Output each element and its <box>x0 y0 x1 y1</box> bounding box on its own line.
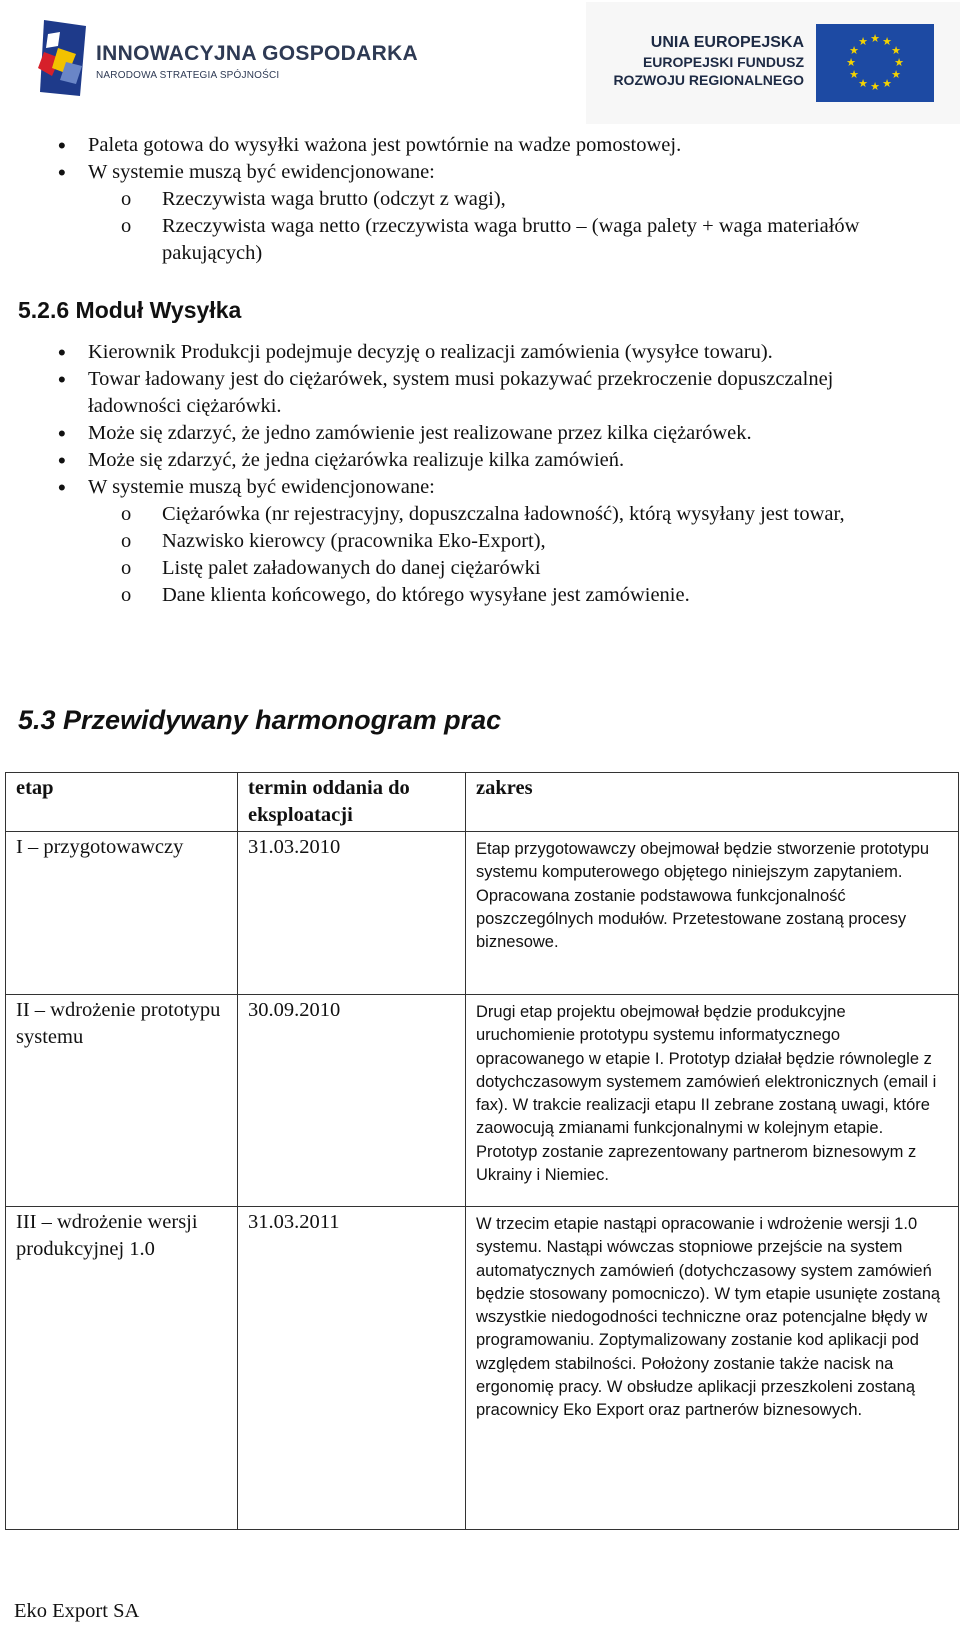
sub-list-item: o Rzeczywista waga netto (rzeczywista waga brutto – (waga palety + waga materiałów pakujących) <box>88 213 920 267</box>
schedule-table <box>5 772 959 1530</box>
list-item <box>0 366 960 420</box>
logo-emblem-icon <box>38 18 94 98</box>
eu-stars-icon <box>816 24 934 102</box>
list-item <box>0 474 960 609</box>
scope-cell: Drugi etap projektu obejmował będzie produkcyjne uruchomienie prototypu systemu informatycznego opracowanego w etapie I. Prototyp działał będzie równolegle z dotychczasowym systemem zamówień elektronicznych (email i fax). W trakcie realizacji etapu II zebrane zostaną uwagi, które zaowocują zmianami funkcjonalnymi w kolejnym etapie. Prototyp zostanie zaprezentowany partnerom biznesowym z Ukrainy i Niemiec. <box>466 995 959 1207</box>
section-53-heading: 5.3 Przewidywany harmonogram prac <box>18 705 502 735</box>
svg-text:★: ★ <box>891 44 901 57</box>
eu-fund-logo <box>586 2 960 124</box>
svg-text:★: ★ <box>891 68 901 81</box>
eu-logo-line1: UNIA EUROPEJSKA <box>650 34 804 51</box>
sub-list <box>88 501 920 609</box>
scope-cell: Etap przygotowawczy obejmował będzie stworzenie prototypu systemu komputerowego objętego niniejszym zapytaniem. Opracowana zostanie podstawowa funkcjonalność poszczególnych modułów. Przetestowane zostaną procesy biznesowe. <box>466 832 959 995</box>
footer-company: Eko Export SA <box>14 1600 140 1622</box>
list-item <box>0 447 960 474</box>
list-item-text: Może się zdarzyć, że jedna ciężarówka realizuje kilka zamówień. <box>88 449 625 471</box>
svg-text:★: ★ <box>870 80 880 93</box>
list-item-text: W systemie muszą być ewidencjonowane: <box>88 161 435 183</box>
svg-text:★: ★ <box>882 77 892 90</box>
list-item-text: W systemie muszą być ewidencjonowane: <box>88 476 435 498</box>
sub-list <box>88 186 920 267</box>
column-header-deadline: termin oddania do eksploatacji <box>238 773 466 832</box>
column-header-stage: etap <box>6 773 238 832</box>
svg-text:★: ★ <box>849 44 859 57</box>
eu-flag-icon <box>816 24 934 102</box>
innowacyjna-gospodarka-logo <box>38 18 419 98</box>
table-header-row <box>6 773 959 832</box>
column-header-scope: zakres <box>466 773 959 832</box>
sub-list-item: o Dane klienta końcowego, do którego wysyłane jest zamówienie. <box>88 582 920 609</box>
svg-text:★: ★ <box>894 56 904 69</box>
eu-logo-line2: EUROPEJSKI FUNDUSZ <box>642 54 804 70</box>
sub-list-item: o Ciężarówka (nr rejestracyjny, dopuszczalna ładowność), którą wysyłany jest towar, <box>88 501 920 528</box>
svg-text:★: ★ <box>846 56 856 69</box>
list-item-text: Paleta gotowa do wysyłki ważona jest powtórnie na wadze pomostowej. <box>88 134 682 156</box>
svg-text:★: ★ <box>870 32 880 45</box>
list-item <box>0 132 960 159</box>
list-item-text: Może się zdarzyć, że jedno zamówienie jest realizowane przez kilka ciężarówek. <box>88 422 752 444</box>
list-item <box>0 420 960 447</box>
sub-list-item: o Nazwisko kierowcy (pracownika Eko-Export), <box>88 528 920 555</box>
list-item-text: Towar ładowany jest do ciężarówek, system musi pokazywać przekroczenie dopuszczalnej ładowności ciężarówki. <box>88 368 834 417</box>
sub-list-item: o Rzeczywista waga brutto (odczyt z wagi), <box>88 186 920 213</box>
list-item <box>0 159 960 267</box>
left-logo-subtitle: NARODOWA STRATEGIA SPÓJNOŚCI <box>96 70 280 81</box>
deadline-cell: 31.03.2010 <box>238 832 466 995</box>
table-row <box>6 995 959 1207</box>
svg-text:★: ★ <box>849 68 859 81</box>
left-logo-title: INNOWACYJNA GOSPODARKA <box>96 42 419 65</box>
eu-logo-line3: ROZWOJU REGIONALNEGO <box>613 72 804 88</box>
table-row <box>6 832 959 995</box>
list-item <box>0 339 960 366</box>
intro-bullet-list <box>0 132 960 267</box>
svg-text:★: ★ <box>882 35 892 48</box>
section-526-bullet-list <box>0 339 960 609</box>
section-526-heading: 5.2.6 Moduł Wysyłka <box>18 297 242 323</box>
deadline-cell: 30.09.2010 <box>238 995 466 1207</box>
svg-text:★: ★ <box>858 35 868 48</box>
stage-cell: I – przygotowawczy <box>6 832 238 995</box>
deadline-cell: 31.03.2011 <box>238 1207 466 1530</box>
svg-text:★: ★ <box>858 77 868 90</box>
list-item-text: Kierownik Produkcji podejmuje decyzję o realizacji zamówienia (wysyłce towaru). <box>88 341 773 363</box>
table-row <box>6 1207 959 1530</box>
sub-list-item: o Listę palet załadowanych do danej ciężarówki <box>88 555 920 582</box>
stage-cell: II – wdrożenie prototypu systemu <box>6 995 238 1207</box>
scope-cell: W trzecim etapie nastąpi opracowanie i wdrożenie wersji 1.0 systemu. Nastąpi wówczas stopniowe przejście na system automatycznych zamówień (dotychczasowy system zamówień będzie stosowany pomocniczo). W tym etapie usunięte zostaną wszystkie niedogodności techniczne oraz potencjalne błędy w programowaniu. Zoptymalizowany zostanie kod aplikacji pod względem stabilności. Położony zostanie także nacisk na ergonomię pracy. W obsłudze aplikacji przeszkoleni zostaną pracownicy Eko Export oraz partnerów biznesowych. <box>466 1207 959 1530</box>
stage-cell: III – wdrożenie wersji produkcyjnej 1.0 <box>6 1207 238 1530</box>
